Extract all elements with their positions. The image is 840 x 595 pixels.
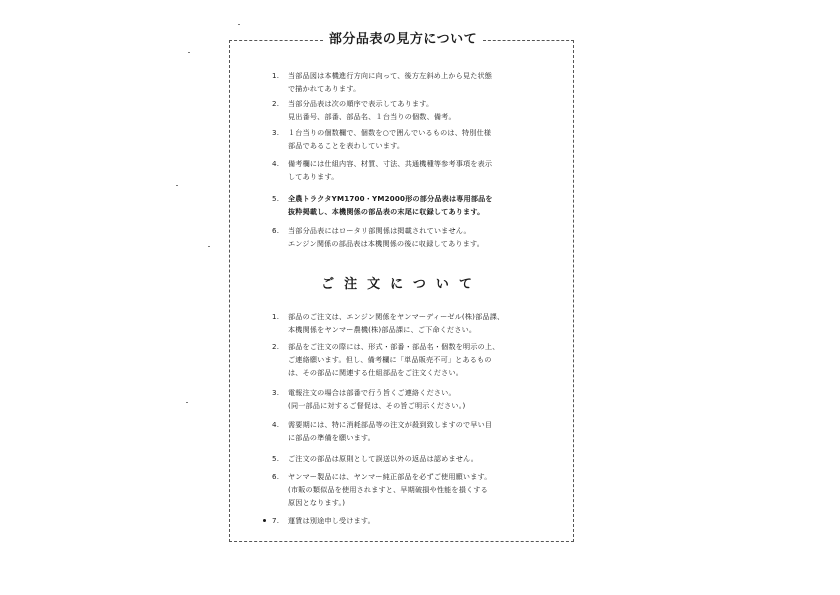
guide-item-line: 抜粋掲載し、本機関係の部品表の末尾に収録してあります。 [288, 207, 485, 216]
guide-item-number: 4. [272, 159, 280, 168]
frame-top-right-dash [483, 40, 574, 41]
guide-item-line: 部品であることを表わしています。 [288, 141, 405, 150]
guide-item-number: 2. [272, 99, 280, 108]
order-item-number: 1. [272, 312, 280, 321]
scan-speck [188, 52, 190, 53]
order-item-line: 需要期には、特に消耗部品等の注文が殺到致しますので早い目 [288, 420, 493, 429]
guide-item-line: 備考欄には仕組内容、材質、寸法、共通機種等参考事項を表示 [288, 159, 493, 168]
guide-item-number: 3. [272, 128, 280, 137]
guide-item-line: エンジン関係の部品表は本機関係の後に収録してあります。 [288, 239, 485, 248]
order-item-line: 本機関係をヤンマー農機(株)部品課に、ご下命ください。 [288, 325, 477, 334]
frame-top-left-dash [229, 40, 323, 41]
order-item-line: ご連絡願います。但し、備考欄に「単品販売不可」とあるもの [288, 355, 492, 364]
order-item-line: 原因となります。) [288, 498, 346, 507]
guide-item-line: 全農トラクタYM1700・YM2000形の部分品表は専用部品を [288, 194, 493, 203]
guide-item-line: してあります。 [288, 172, 339, 181]
guide-item-line: で描かれてあります。 [288, 84, 361, 93]
order-item-number: 6. [272, 472, 280, 481]
order-item-line: 部品をご注文の際には、形式・部番・部品名・個数を明示の上、 [288, 342, 500, 351]
ordering-title: ご注文について [321, 277, 482, 292]
order-item-line: 電報注文の場合は部番で行う旨くご連絡ください。 [288, 388, 456, 397]
guide-item-3 [272, 126, 562, 152]
scan-speck [186, 402, 188, 403]
guide-item-number: 1. [272, 71, 280, 80]
order-item-number: 5. [272, 454, 280, 463]
guide-item-line: 見出番号、部番、部品名、１台当りの個数、備考。 [288, 112, 456, 121]
order-item-line: 運賃は別途申し受けます。 [288, 516, 375, 525]
guide-item-5 [272, 192, 562, 218]
scan-speck [208, 246, 210, 247]
scan-speck [238, 24, 240, 25]
order-item-number: 7. [272, 516, 280, 525]
scan-speck [176, 185, 178, 186]
guide-item-line: 当部分品表にはロータリ部関係は掲載されていません。 [288, 226, 471, 235]
guide-item-1 [272, 69, 562, 95]
order-item-2 [272, 340, 562, 379]
order-item-line: に部品の準備を願います。 [288, 433, 375, 442]
order-item-number: 4. [272, 420, 280, 429]
order-item-line: 部品のご注文は、エンジン関係をヤンマーディーゼル(株)部品課、 [288, 312, 505, 321]
order-item-line: (同一部品に対するご督促は、その旨ご明示ください。) [288, 401, 466, 410]
order-item-7 [272, 514, 562, 527]
frame-right-dash [573, 40, 574, 542]
order-item-3 [272, 386, 562, 412]
guide-item-6 [272, 224, 562, 250]
guide-item-2 [272, 97, 562, 123]
order-item-4 [272, 418, 562, 444]
guide-item-line: １台当りの個数欄で、個数を○で囲んでいるものは、特別仕様 [288, 128, 492, 137]
guide-item-number: 6. [272, 226, 280, 235]
order-item-1 [272, 310, 562, 336]
guide-item-line: 当部分品表は次の順序で表示してあります。 [288, 99, 434, 108]
order-item-line: ヤンマー製品には、ヤンマー純正部品を必ずご使用願います。 [288, 472, 492, 481]
order-item-6 [272, 470, 562, 509]
order-item-number: 2. [272, 342, 280, 351]
order-item-line: (市販の類似品を使用されますと、早期破損や性能を損くする [288, 485, 488, 494]
guide-item-4 [272, 157, 562, 183]
guide-item-number: 5. [272, 194, 280, 203]
order-item-line: は、その部品に関連する仕組部品をご注文ください。 [288, 368, 464, 377]
guide-item-line: 当部品図は本機進行方向に向って、後方左斜め上から見た状態 [288, 71, 493, 80]
order-item-5 [272, 452, 562, 465]
bullet-dot [263, 519, 266, 522]
frame-bottom-dash [229, 541, 574, 542]
order-item-number: 3. [272, 388, 280, 397]
parts-guide-title: 部分品表の見方について [328, 32, 478, 47]
order-item-line: ご注文の部品は原則として誤送以外の返品は認めません。 [288, 454, 479, 463]
